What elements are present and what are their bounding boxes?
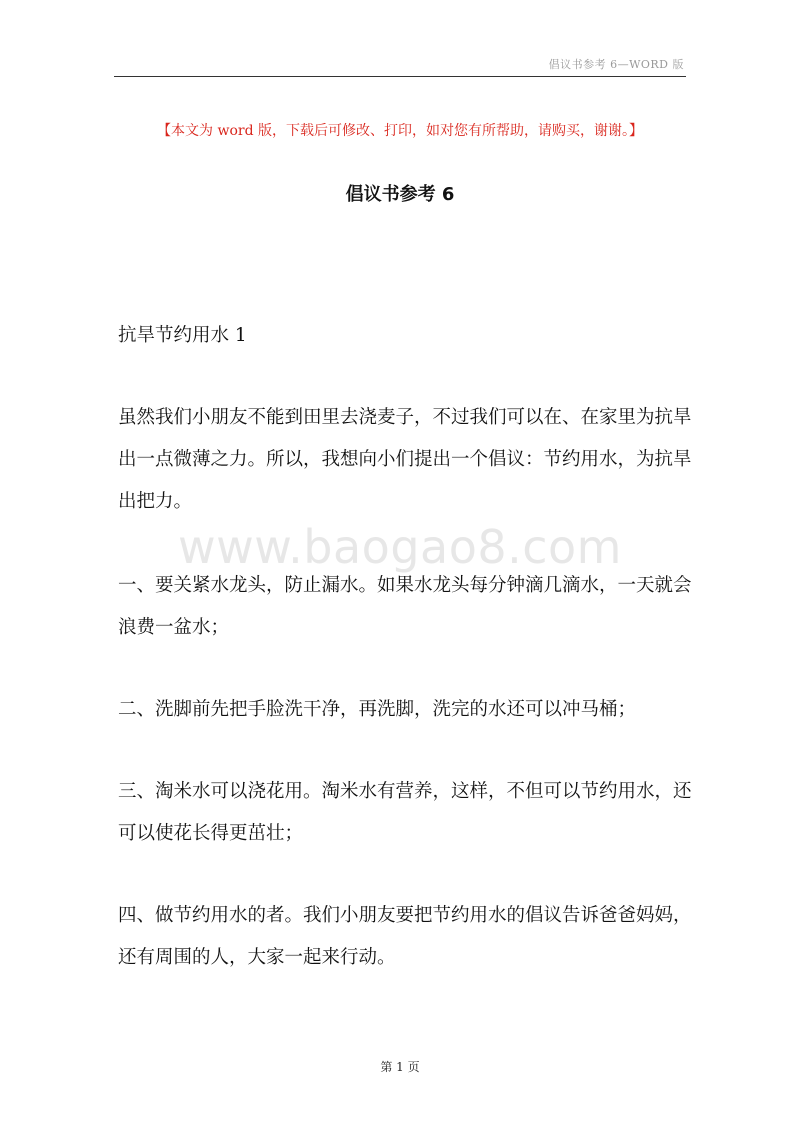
section-subtitle: 抗旱节约用水 1: [118, 325, 247, 346]
document-title: 倡议书参考 6: [345, 184, 455, 205]
page-number: 第 1 页: [380, 1060, 420, 1074]
list-item-1: 一、要关紧水龙头，防止漏水。如果水龙头每分钟滴几滴水，一天就会浪费一盆水；: [118, 575, 692, 638]
list-item-3: 三、淘米水可以浇花用。淘米水有营养，这样，不但可以节约用水，还可以使花长得更茁壮；: [118, 781, 692, 844]
intro-paragraph: 虽然我们小朋友不能到田里去浇麦子，不过我们可以在、在家里为抗旱出一点微薄之力。所以，我想向小们提出一个倡议：节约用水，为抗旱出把力。: [118, 407, 692, 512]
watermark-text: www.baogao8.com: [178, 520, 622, 574]
list-item-2: 二、洗脚前先把手脸洗干净，再洗脚，洗完的水还可以冲马桶；: [118, 699, 637, 720]
page-header-text: 倡议书参考 6—WORD 版: [548, 58, 684, 71]
purchase-notice: 【本文为 word 版，下载后可修改、打印，如对您有所帮助，请购买，谢谢。】: [157, 123, 643, 139]
list-item-4: 四、做节约用水的者。我们小朋友要把节约用水的倡议告诉爸爸妈妈，还有周围的人，大家一起来行动。: [118, 905, 692, 968]
header-divider: [114, 76, 686, 77]
